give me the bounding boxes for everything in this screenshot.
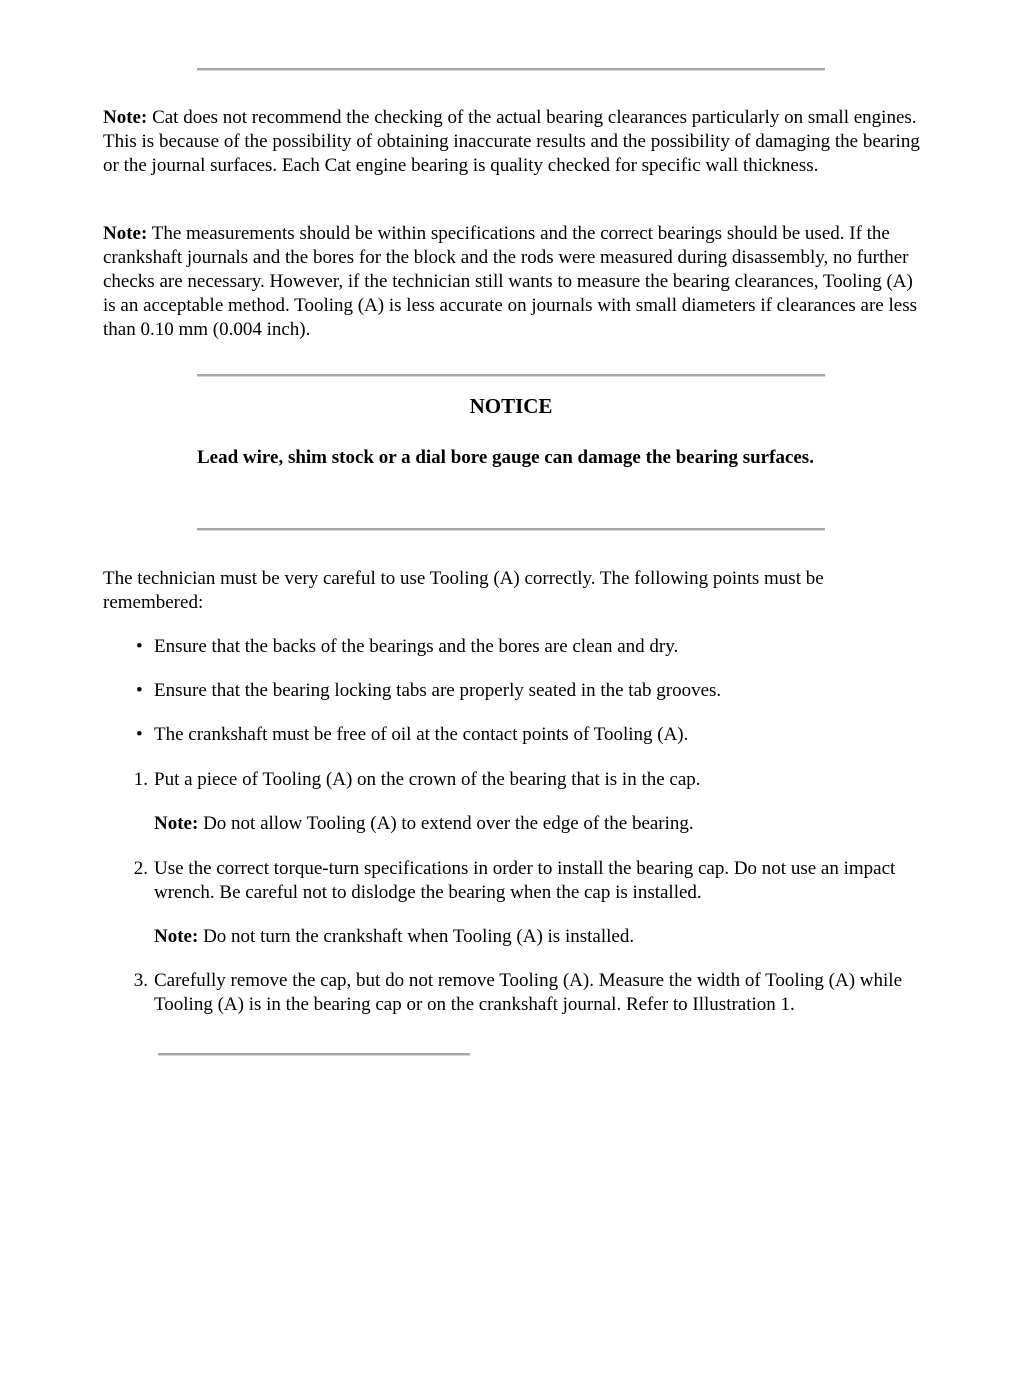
bullet-text: Ensure that the backs of the bearings and the bores are clean and dry. — [154, 636, 679, 657]
note-label: Note: — [154, 813, 199, 834]
note-text: The measurements should be within specifications and the correct bearings should be used. If the crankshaft journals and the bores for the block and the rods were measured during disassembly, no further checks are necessary. However, if the technician still wants to measure the bearing clearances, Tooling (A) is an acceptable method. Tooling (A) is less accurate on journals with small diameters if clearances are less than 0.10 mm (0.004 inch). — [103, 223, 917, 340]
note-label: Note: — [103, 107, 148, 128]
step-text: Carefully remove the cap, but do not remove Tooling (A). Measure the width of Tooling (A) while Tooling (A) is in the bearing cap or on the crankshaft journal. Refer to Illustration 1. — [154, 970, 903, 1015]
step-number: 1. — [133, 769, 148, 790]
note-label: Note: — [103, 223, 148, 244]
note-text: Do not allow Tooling (A) to extend over the edge of the bearing. — [198, 813, 694, 834]
bullet-marker: • — [136, 724, 143, 745]
top-divider — [197, 68, 825, 71]
intro-paragraph: The technician must be very careful to use Tooling (A) correctly. The following points must be remembered: — [103, 568, 824, 613]
step-text: Put a piece of Tooling (A) on the crown of the bearing that is in the cap. — [154, 769, 701, 790]
notice-bottom-divider — [197, 528, 825, 531]
note-text: Do not turn the crankshaft when Tooling (A) is installed. — [198, 926, 635, 947]
step-number: 2. — [133, 858, 148, 879]
note-paragraph-1 — [103, 106, 921, 178]
note-paragraph-2 — [103, 222, 921, 342]
bottom-divider — [158, 1053, 470, 1056]
notice-title: NOTICE — [469, 394, 553, 418]
step-note — [154, 925, 924, 949]
bullet-marker: • — [136, 636, 143, 657]
notice-top-divider — [197, 374, 825, 377]
note-text: Cat does not recommend the checking of the actual bearing clearances particularly on small engines. This is because of the possibility of obtaining inaccurate results and the possibility of damaging the bearing or the journal surfaces. Each Cat engine bearing is quality checked for specific wall thickness. — [103, 107, 920, 176]
step-text: Use the correct torque-turn specifications in order to install the bearing cap. Do not use an impact wrench. Be careful not to dislodge the bearing when the cap is installed. — [154, 858, 896, 903]
notice-body: Lead wire, shim stock or a dial bore gauge can damage the bearing surfaces. — [197, 447, 814, 468]
step-note — [154, 812, 924, 836]
bullet-text: The crankshaft must be free of oil at the contact points of Tooling (A). — [154, 724, 689, 745]
step-number: 3. — [133, 970, 148, 991]
bullet-marker: • — [136, 680, 143, 701]
note-label: Note: — [154, 926, 199, 947]
bullet-text: Ensure that the bearing locking tabs are properly seated in the tab grooves. — [154, 680, 722, 701]
